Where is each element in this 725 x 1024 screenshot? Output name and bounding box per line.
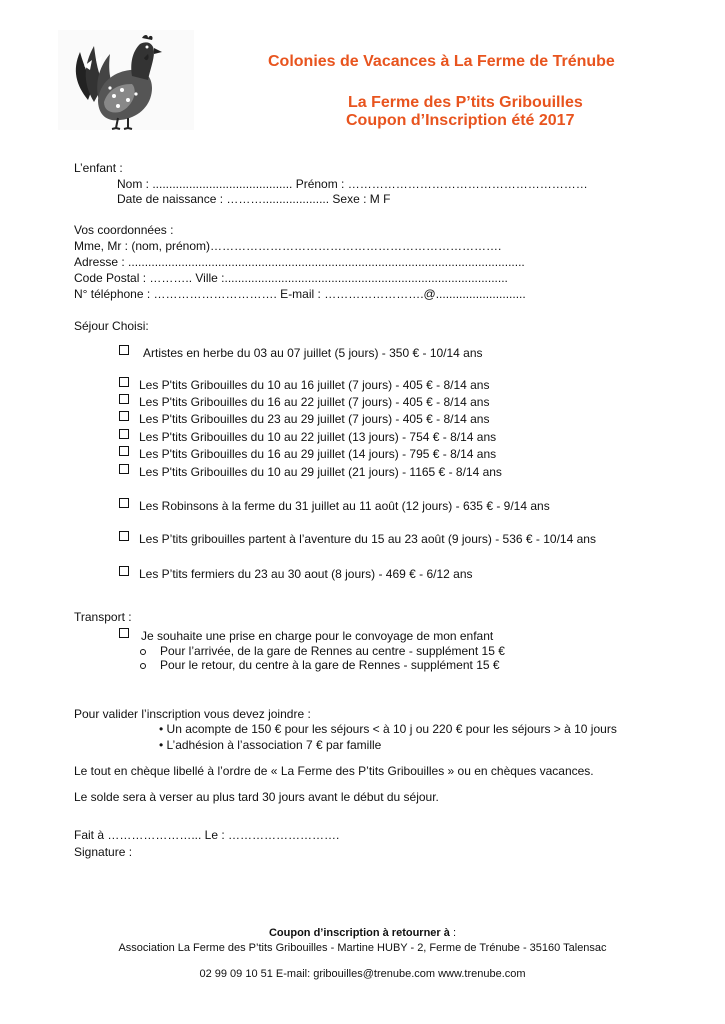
sejour-checkbox[interactable]: [119, 411, 129, 421]
solde-note: Le solde sera à verser au plus tard 30 jours avant le début du séjour.: [74, 790, 439, 804]
sejour-checkbox[interactable]: [119, 531, 129, 541]
sejour-option: Les P'tits Gribouilles du 23 au 29 juillet (7 jours) - 405 € - 8/14 ans: [139, 412, 490, 426]
transport-checkbox[interactable]: [119, 628, 129, 638]
sejour-option: Les P'tits Gribouilles du 10 au 22 juillet (13 jours) - 754 € - 8/14 ans: [139, 430, 497, 444]
sejour-checkbox[interactable]: [119, 498, 129, 508]
sejour-checkbox[interactable]: [119, 464, 129, 474]
coordonnees-label: Vos coordonnées :: [74, 223, 174, 237]
sejour-checkbox[interactable]: [119, 429, 129, 439]
sejour-checkbox[interactable]: [119, 345, 129, 355]
code-postal-ville-field[interactable]: Code Postal : ……….. Ville :.....................................................................................: [74, 271, 508, 285]
page-title: Colonies de Vacances à La Ferme de Trénube: [268, 53, 615, 70]
enfant-label: L’enfant :: [74, 161, 123, 175]
adhesion-item: • L’adhésion à l’association 7 € par famille: [159, 738, 382, 752]
sejour-checkbox[interactable]: [119, 377, 129, 387]
sejour-checkbox[interactable]: [119, 566, 129, 576]
sejour-checkbox[interactable]: [119, 446, 129, 456]
footer-heading-bold: Coupon d’inscription à retourner à: [268, 927, 450, 939]
signature-label: Signature :: [74, 845, 133, 859]
fait-le-field[interactable]: Fait à …………………... Le : ……………………….: [74, 828, 340, 842]
footer-address: Association La Ferme des P’tits Gribouilles - Martine HUBY - 2, Ferme de Trénube - 35160 Talensac: [118, 942, 607, 954]
adresse-field[interactable]: Adresse : .......................................................................................................................: [74, 255, 525, 269]
naissance-sexe-field[interactable]: Date de naissance : ……….................... Sexe : M F: [117, 192, 391, 206]
sejour-option: Les P'tits Gribouilles du 16 au 22 juillet (7 jours) - 405 € - 8/14 ans: [139, 395, 490, 409]
sejour-option: Les P'tits Gribouilles du 10 au 29 juillet (21 jours) - 1165 € - 8/14 ans: [139, 465, 502, 479]
rooster-icon: [58, 30, 194, 130]
cheque-note: Le tout en chèque libellé à l’ordre de « La Ferme des P’tits Gribouilles » ou en chèques vacances.: [74, 764, 594, 778]
bullet-circle-icon: [140, 663, 146, 669]
sejour-checkbox[interactable]: [119, 394, 129, 404]
coupon-title: Coupon d’Inscription été 2017: [346, 112, 575, 129]
sejour-label: Séjour Choisi:: [74, 319, 149, 333]
bullet-circle-icon: [140, 649, 146, 655]
nom-parent-field[interactable]: Mme, Mr : (nom, prénom)……………………………………………………………….: [74, 239, 502, 253]
acompte-item: • Un acompte de 150 € pour les séjours < à 10 j ou 220 € pour les séjours > à 10 jours: [159, 722, 617, 736]
footer-heading-colon: :: [449, 927, 457, 939]
sejour-option: Les Robinsons à la ferme du 31 juillet au 11 août (12 jours) - 635 € - 9/14 ans: [139, 499, 550, 513]
farm-name-title: La Ferme des P’tits Gribouilles: [348, 94, 583, 111]
footer-heading: [0, 928, 725, 939]
transport-option: Je souhaite une prise en charge pour le convoyage de mon enfant: [141, 629, 494, 643]
transport-label: Transport :: [74, 610, 132, 624]
sejour-option: Les P’tits gribouilles partent à l’aventure du 15 au 23 août (9 jours) - 536 € - 10/14 ans: [139, 532, 596, 546]
transport-retour: Pour le retour, du centre à la gare de Rennes - supplément 15 €: [160, 658, 500, 672]
telephone-email-field[interactable]: N° téléphone : …………………………. E-mail : …………………….@...........................: [74, 287, 526, 301]
transport-arrivee: Pour l’arrivée, de la gare de Rennes au centre - supplément 15 €: [160, 644, 505, 658]
sejour-option: Les P'tits Gribouilles du 10 au 16 juillet (7 jours) - 405 € - 8/14 ans: [139, 378, 490, 392]
footer-contact: 02 99 09 10 51 E-mail: gribouilles@trenube.com www.trenube.com: [199, 968, 526, 980]
validation-intro: Pour valider l’inscription vous devez joindre :: [74, 707, 311, 721]
sejour-option: Artistes en herbe du 03 au 07 juillet (5 jours) - 350 € - 10/14 ans: [143, 346, 483, 360]
sejour-option: Les P'tits Gribouilles du 16 au 29 juillet (14 jours) - 795 € - 8/14 ans: [139, 447, 497, 461]
sejour-option: Les P’tits fermiers du 23 au 30 aout (8 jours) - 469 € - 6/12 ans: [139, 567, 473, 581]
nom-prenom-field[interactable]: Nom : .......................................... Prénom : ……………………………………………………: [117, 177, 588, 191]
